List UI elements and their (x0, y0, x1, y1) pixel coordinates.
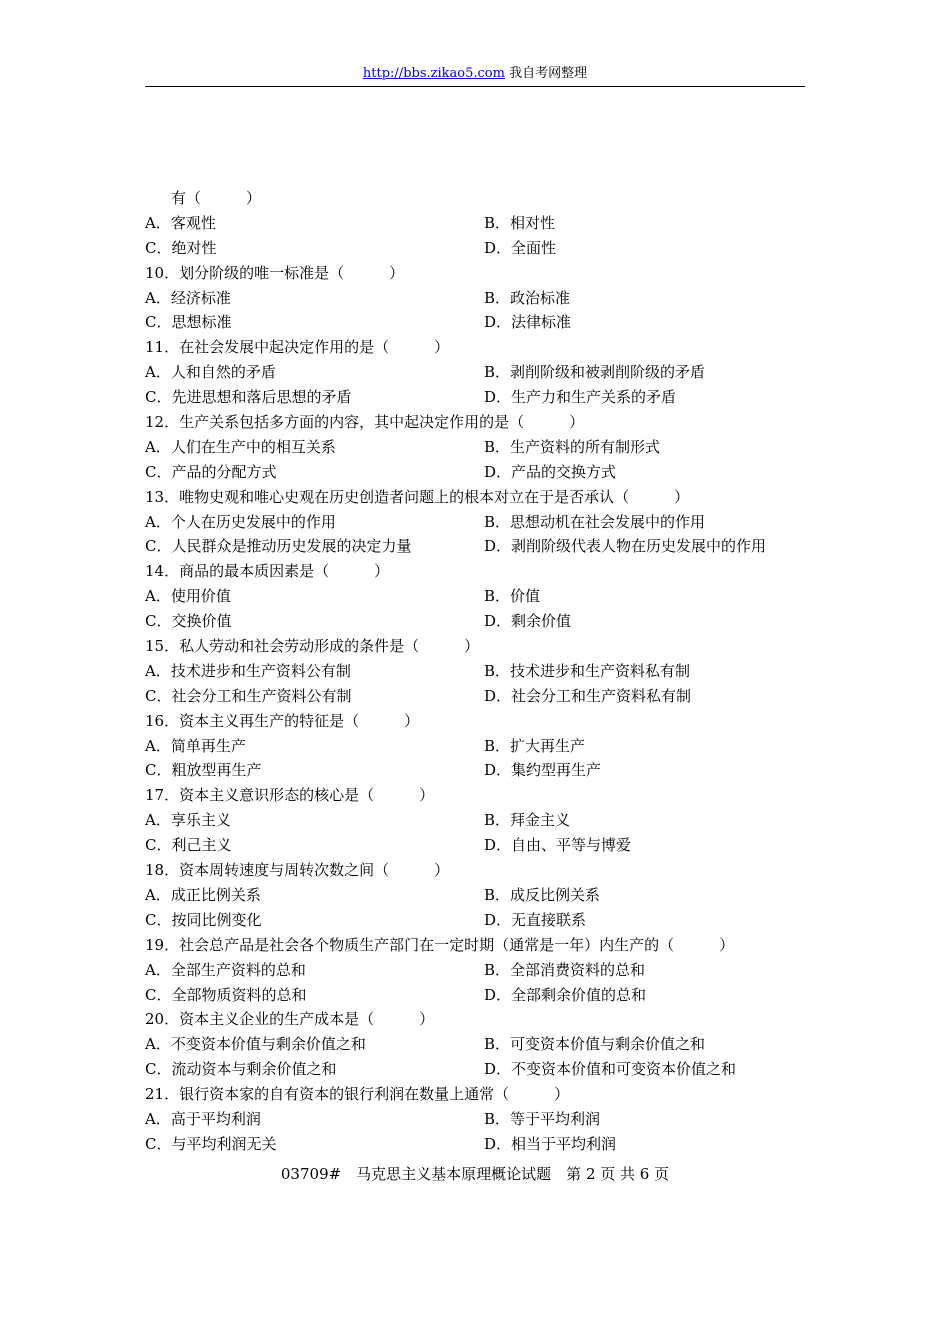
option-c: C．先进思想和落后思想的矛盾 (145, 388, 352, 407)
option-row (145, 286, 825, 311)
option-b: B．成反比例关系 (484, 885, 601, 904)
option-row (145, 510, 825, 535)
option-c: C．全部物质资料的总和 (145, 985, 307, 1004)
option-d: D．全面性 (484, 238, 557, 257)
option-a: A．全部生产资料的总和 (145, 960, 306, 979)
option-a: A．不变资本价值与剩余价值之和 (145, 1035, 366, 1054)
option-row (145, 1107, 825, 1132)
option-row (145, 211, 825, 236)
question-stem: 16．资本主义再生产的特征是（ ） (145, 711, 420, 730)
option-d: D．法律标准 (484, 313, 572, 332)
option-c: C．绝对性 (145, 238, 217, 257)
question-stem: 19．社会总产品是社会各个物质生产部门在一定时期（通常是一年）内生产的（ ） (145, 935, 735, 954)
question-stem: 13．唯物史观和唯心史观在历史创造者问题上的根本对立在于是否承认（ ） (145, 487, 690, 506)
question-stem: 15．私人劳动和社会劳动形成的条件是（ ） (145, 637, 480, 656)
option-row (145, 460, 825, 485)
option-d: D．自由、平等与博爱 (484, 836, 632, 855)
option-d: D．全部剩余价值的总和 (484, 985, 647, 1004)
option-row (145, 684, 825, 709)
option-d: D．生产力和生产关系的矛盾 (484, 388, 677, 407)
option-row (145, 236, 825, 261)
option-a: A．人和自然的矛盾 (145, 363, 276, 382)
question-stem: 18．资本周转速度与周转次数之间（ ） (145, 861, 450, 880)
option-b: B．全部消费资料的总和 (484, 960, 646, 979)
option-row (145, 659, 825, 684)
option-a: A．成正比例关系 (145, 885, 261, 904)
question-stem: 11．在社会发展中起决定作用的是（ ） (145, 338, 450, 357)
option-row (145, 435, 825, 460)
option-row (145, 833, 825, 858)
option-b: B．价值 (484, 587, 541, 606)
option-d: D．无直接联系 (484, 910, 587, 929)
option-a: A．人们在生产中的相互关系 (145, 437, 336, 456)
source-label: 我自考网整理 (504, 66, 588, 81)
option-row (145, 734, 825, 759)
exam-content (145, 186, 825, 1157)
option-row (145, 584, 825, 609)
option-c: C．交换价值 (145, 612, 232, 631)
question-stem: 17．资本主义意识形态的核心是（ ） (145, 786, 435, 805)
option-row (145, 534, 825, 559)
option-c: C．产品的分配方式 (145, 462, 277, 481)
option-row (145, 385, 825, 410)
option-a: A．简单再生产 (145, 736, 246, 755)
option-a: A．高于平均利润 (145, 1109, 261, 1128)
question-stem: 12．生产关系包括多方面的内容，其中起决定作用的是（ ） (145, 413, 585, 432)
option-a: A．个人在历史发展中的作用 (145, 512, 336, 531)
option-d: D．剩余价值 (484, 612, 572, 631)
option-c: C．人民群众是推动历史发展的决定力量 (145, 537, 412, 556)
option-d: D．集约型再生产 (484, 761, 602, 780)
question-stem: 14．商品的最本质因素是（ ） (145, 562, 390, 581)
option-d: D．产品的交换方式 (484, 462, 617, 481)
option-row (145, 883, 825, 908)
question-stem: 21．银行资本家的自有资本的银行利润在数量上通常（ ） (145, 1085, 570, 1104)
option-d: D．不变资本价值和可变资本价值之和 (484, 1060, 737, 1079)
option-c: C．流动资本与剩余价值之和 (145, 1060, 337, 1079)
page-header (145, 64, 805, 87)
question-continuation: 有（ ） (171, 189, 262, 207)
option-b: B．思想动机在社会发展中的作用 (484, 512, 706, 531)
page-footer: 03709# 马克思主义基本原理概论试题 第 2 页 共 6 页 (280, 1165, 670, 1183)
option-row (145, 808, 825, 833)
option-row (145, 758, 825, 783)
option-b: B．拜金主义 (484, 811, 571, 830)
option-c: C．社会分工和生产资料公有制 (145, 686, 352, 705)
option-row (145, 1132, 825, 1157)
question-list (145, 261, 825, 1157)
option-c: C．思想标准 (145, 313, 232, 332)
option-b: B．生产资料的所有制形式 (484, 437, 661, 456)
option-row (145, 609, 825, 634)
option-a: A．享乐主义 (145, 811, 231, 830)
option-c: C．与平均利润无关 (145, 1134, 277, 1153)
option-b: B．等于平均利润 (484, 1109, 601, 1128)
option-d: D．剥削阶级代表人物在历史发展中的作用 (484, 537, 767, 556)
option-row (145, 983, 825, 1008)
source-link[interactable]: http://bbs.zikao5.com (362, 66, 505, 81)
option-c: C．粗放型再生产 (145, 761, 262, 780)
option-row (145, 310, 825, 335)
option-b: B．扩大再生产 (484, 736, 586, 755)
option-row (145, 958, 825, 983)
option-row (145, 1032, 825, 1057)
option-a: A．使用价值 (145, 587, 231, 606)
option-c: C．按同比例变化 (145, 910, 262, 929)
option-d: D．社会分工和生产资料私有制 (484, 686, 692, 705)
option-b: B．技术进步和生产资料私有制 (484, 661, 691, 680)
option-d: D．相当于平均利润 (484, 1134, 617, 1153)
option-a: A．经济标准 (145, 288, 231, 307)
question-stem: 20．资本主义企业的生产成本是（ ） (145, 1010, 435, 1029)
option-row (145, 1057, 825, 1082)
option-a: A．技术进步和生产资料公有制 (145, 661, 351, 680)
option-b: B．剥削阶级和被剥削阶级的矛盾 (484, 363, 706, 382)
question-stem: 10．划分阶级的唯一标准是（ ） (145, 263, 405, 282)
option-row (145, 908, 825, 933)
option-b: B．可变资本价值与剩余价值之和 (484, 1035, 706, 1054)
option-c: C．利己主义 (145, 836, 232, 855)
option-b: B．相对性 (484, 213, 556, 232)
option-a: A．客观性 (145, 213, 216, 232)
option-b: B．政治标准 (484, 288, 571, 307)
option-row (145, 360, 825, 385)
